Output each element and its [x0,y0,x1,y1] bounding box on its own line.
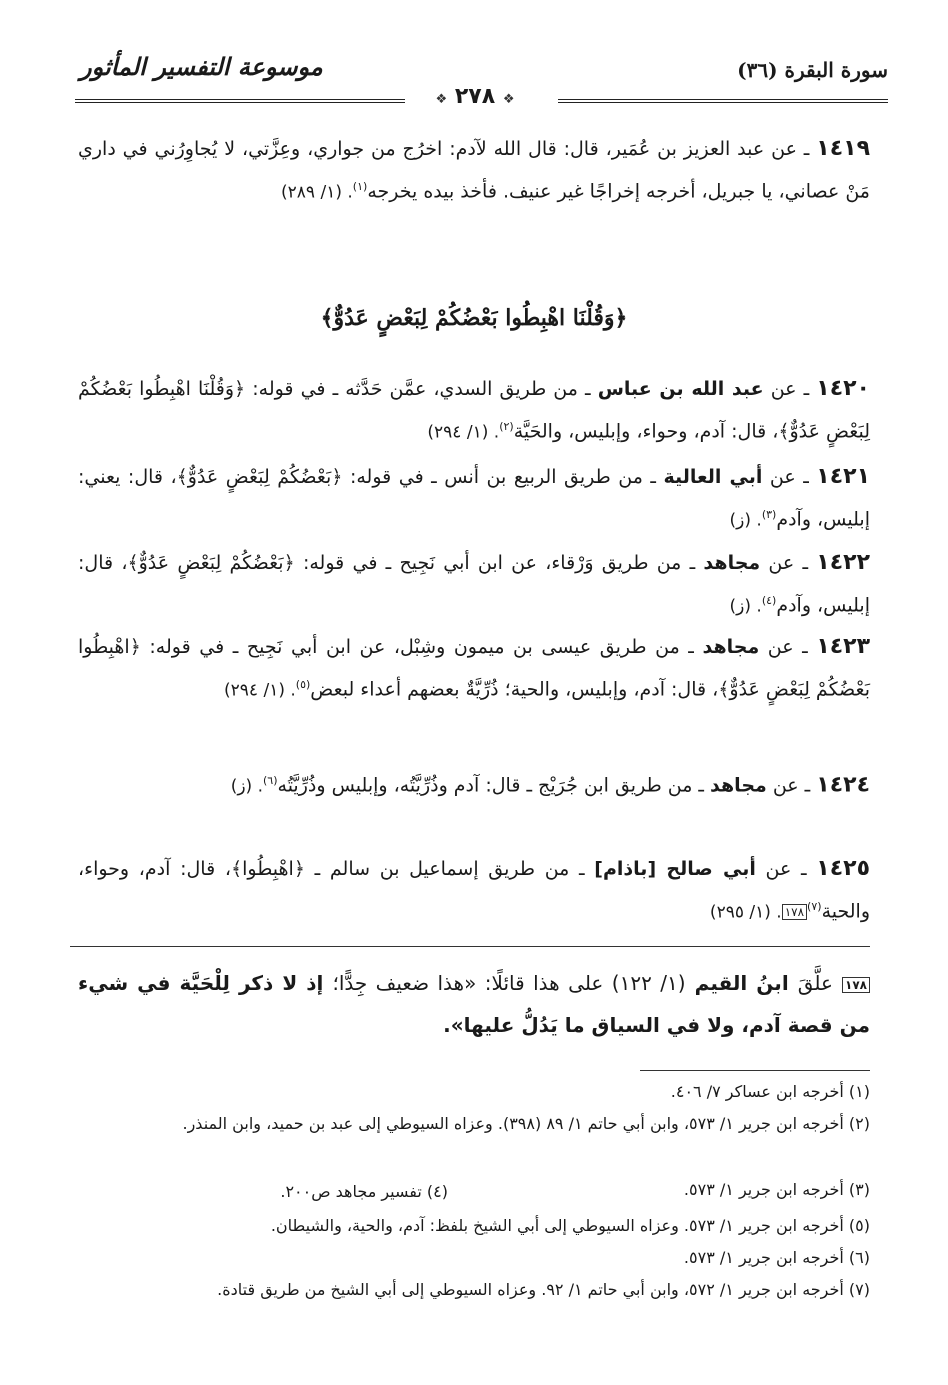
narration-1420: ١٤٢٠ ـ عن عبد الله بن عباس ـ من طريق السدي، عمَّن حَدَّثه ـ في قوله: ﴿وَقُلْنَا اهْبِطُوا بَعْضُكُمْ لِبَعْضٍ عَدُوٌّ﴾، قال: آدم، وحواء، وإبليس، والحَيَّة$^{(٢)}$. (١/ ٢٩٤) [78,376,870,443]
scholar-name: ابنُ القيم [694,971,789,995]
footnote-4: (٤) تفسير مجاهد ص٢٠٠. [280,1182,448,1201]
book-title-header: موسوعة التفسير المأثور [80,52,323,81]
footnote-7: (٧) أخرجه ابن جرير ١/ ٥٧٢، وابن أبي حاتم ١/ ٩٢. وعزاه السيوطي إلى أبي الشيخ من طريق قتادة. [217,1280,870,1299]
narrator-name: مجاهد [703,552,761,574]
footnote-marker[interactable]: (٧) [807,900,822,913]
volume-ref: . (ز) [729,596,762,617]
surah-header: سورة البقرة (٣٦) [737,58,888,82]
narration-1424: ١٤٢٤ ـ عن مجاهد ـ من طريق ابن جُرَيْج ـ قال: آدم وذُرِّيَّتُه، وإبليس وذُرِّيَّتُه$^{(٦)}$. (ز) [230,772,870,798]
footnote-marker[interactable]: (٤) [761,594,777,607]
narrator-name: عبد الله بن عباس [597,378,764,400]
header-rule-right [558,99,888,103]
footnote-3: (٣) أخرجه ابن جرير ١/ ٥٧٣. [683,1180,870,1199]
footnote-separator [640,1070,870,1071]
footnote-marker[interactable]: (٦) [263,774,278,787]
narrator-name: مجاهد [710,774,767,797]
commentary-ref-box[interactable]: ١٧٨ [782,904,807,920]
footnote-2: (٢) أخرجه ابن جرير ١/ ٥٧٣، وابن أبي حاتم ١/ ٨٩ (٣٩٨). وعزاه السيوطي إلى عبد بن حميد، وابن المنذر. [182,1114,870,1133]
narration-1425: ١٤٢٥ ـ عن أبي صالح [باذام] ـ من طريق إسماعيل بن سالم ـ ﴿اهْبِطُوا﴾، قال: آدم، وحواء، والحية$^{(٧)}$١٧٨. (١/ ٢٩٥) [78,856,870,923]
volume-ref: . (١/ ٢٩٤) [224,680,296,701]
page-number: ❖ ٢٧٨ ❖ [435,84,515,109]
footnote-marker[interactable]: (٢) [499,420,514,433]
narration-1419: ١٤١٩ ـ عن عبد العزيز بن عُمَير، قال: قال الله لآدم: اخرُج من جواري، وعِزَّتي، لا يُجاوِرُني في داري مَنْ عصاني، يا جبريل، أخرجه إخراجًا غير عنيف. فأخذ بيده يخرجه$^{(١)}$. (١/ ٢٨٩) [78,136,871,203]
commentary-separator [70,946,870,947]
header-rule-left [75,99,405,103]
footnote-marker[interactable]: (١) [352,180,368,193]
volume-ref: . (ز) [729,510,762,531]
commentary-note: ١٧٨ علَّقَ ابنُ القيم (١/ ١٢٢) على هذا قائلًا: «هذا ضعيف جِدًّا؛ إذ لا ذكر لِلْحَيَّة في شيء من قصة آدم، ولا في السياق ما يَدُلُّ عليها». [78,971,870,1037]
ornament-icon: ❖ [435,92,448,107]
footnote-1: (١) أخرجه ابن عساكر ٧/ ٤٠٦. [670,1082,870,1101]
volume-ref: . (١/ ٢٩٥) [709,902,782,923]
narration-1421: ١٤٢١ ـ عن أبي العالية ـ من طريق الربيع بن أنس ـ في قوله: ﴿بَعْضُكُمْ لِبَعْضٍ عَدُوٌّ﴾، قال: يعني: إبليس، وآدم$^{(٣)}$. (ز) [78,464,871,531]
narration-1422: ١٤٢٢ ـ عن مجاهد ـ من طريق وَرْقاء، عن ابن أبي نَجِيح ـ في قوله: ﴿بَعْضُكُمْ لِبَعْضٍ عَدُوٌّ﴾، قال: إبليس، وآدم$^{(٤)}$. (ز) [78,550,870,617]
footnote-6: (٦) أخرجه ابن جرير ١/ ٥٧٣. [683,1248,870,1267]
verse-heading: ﴿وَقُلْنَا اهْبِطُوا بَعْضُكُمْ لِبَعْضٍ عَدُوٌّ﴾ [320,305,628,331]
ornament-icon: ❖ [502,92,515,107]
narrator-name: مجاهد [702,636,760,658]
footnote-5: (٥) أخرجه ابن جرير ١/ ٥٧٣. وعزاه السيوطي إلى أبي الشيخ بلفظ: آدم، والحية، والشيطان. [270,1216,870,1235]
footnote-marker[interactable]: (٥) [295,678,311,691]
narrator-name: أبي صالح [باذام] [594,858,756,880]
narration-1423: ١٤٢٣ ـ عن مجاهد ـ من طريق عيسى بن ميمون وشِبْل، عن ابن أبي نَجِيح ـ في قوله: ﴿اهْبِطُوا بَعْضُكُمْ لِبَعْضٍ عَدُوٌّ﴾، قال: آدم، وإبليس، والحية؛ ذُرِّيَّةٌ بعضهم أعداء لبعض$^{(٥)}$. (١/ ٢٩٤) [78,634,871,701]
footnote-marker[interactable]: (٣) [761,508,777,521]
volume-ref: . (ز) [230,776,263,797]
volume-ref: . (١/ ٢٩٤) [427,422,500,443]
narrator-name: أبي العالية [663,466,763,488]
volume-ref: . (١/ ٢٨٩) [281,182,353,203]
commentary-ref-box[interactable]: ١٧٨ [842,977,870,993]
